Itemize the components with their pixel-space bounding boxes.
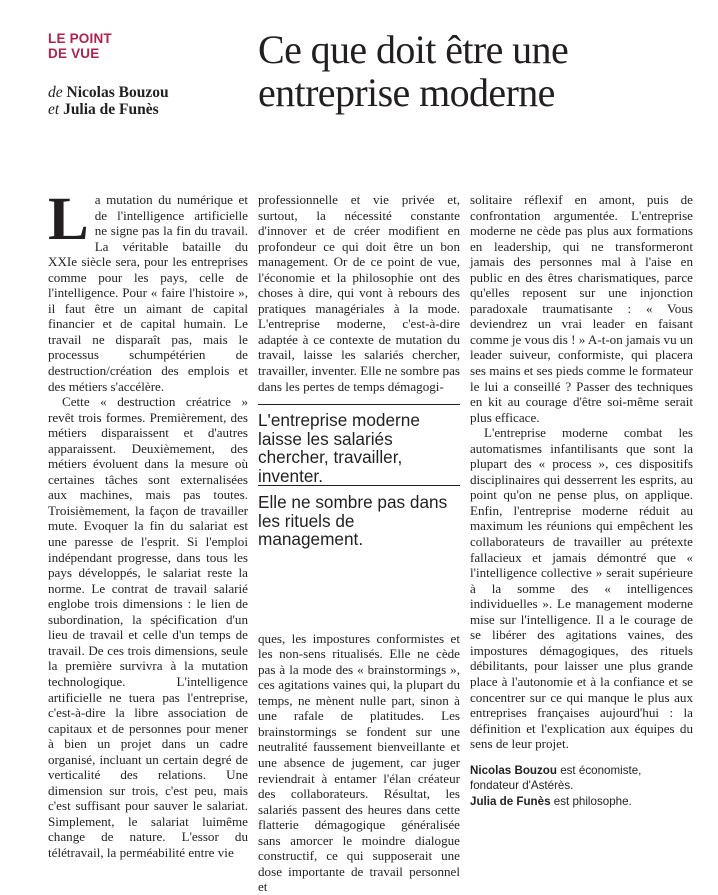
headline-line-1: Ce que doit être une	[258, 27, 569, 72]
paragraph: Cette « destruction créatrice » revêt trois formes. Premièrement, des métiers disparaissent et d'autres apparaissent. Deuxièmement, des métiers évoluent dans la mesure où certaines tâches sont externalisées aux machines, mais pas toutes. Troisièmement, la façon de travailler mute. Evoquer la fin du salariat est une paresse de l'esprit. Si l'emploi indépendant progresse, dans tous les pays développés, le salariat reste la norme. Le contrat de travail salarié englobe trois dimensions : le lien de subordination, la spécification d'un lieu de travail et celle d'un temps de travail. De ces trois dimensions, seule la première survivra à la mutation technologique. L'intelligence artificielle ne tuera pas l'entreprise, c'est-à-dire la libre association de capitaux et de personnes pour mener à bien un projet dans un cadre organisé, incluant un certain degré de verticalité des relations. Une dimension sur trois, c'est peu, mais c'est suffisant pour sauver le salariat. Simplement, le salariat luimême change de nature. L'essor du télétravail, la perméabilité entre vie	[48, 394, 248, 860]
pull-quote-box	[258, 404, 460, 549]
drop-cap: L	[48, 186, 89, 253]
paragraph: L'entreprise moderne combat les automatismes infantilisants que sont la plupart des « process », ces dispositifs disciplinaires qui desserrent les esprits, au point qu'on ne pense plus, on applique. Enfin, l'entreprise moderne réduit au maximum les réunions qui empêchent les collaborateurs de travailler au prétexte fallacieux et jamais démontré que « l'intelligence collective » serait supérieure à la somme des « intelligences individuelles ». Le management moderne mise sur l'intelligence. Il a le courage de se libérer des agitations vaines, des impostures démagogiques, des rituels débilitants, pour laisser une plus grande place à l'autonomie et à la confiance et se concentrer sur ce qui manque le plus aux entreprises françaises aujourd'hui : la définition et l'explication aux équipes du sens de leur projet.	[470, 425, 693, 752]
byline-author-1: Nicolas Bouzou	[66, 84, 169, 101]
rubric-line-1: LE POINT	[48, 31, 112, 46]
paragraph: ques, les impostures conformistes et les non-sens ritualisés. Elle ne cède pas à la mode des « brainstormings », ces agitations vaines qui, la plupart du temps, ne mènent nulle part, sinon à une rafale de platitudes. Les brainstormings se fondent sur une neutralité faussement bienveillante et une absence de jugement, car juger reviendrait à entamer l'élan créateur des collaborateurs. Résultat, les salariés passent des heures dans cette flatterie démagogique généralisée sans amorcer le moindre dialogue constructif, ce qui supposerait une dose importante de travail personnel et	[258, 630, 460, 895]
paragraph: solitaire réflexif en amont, puis de confrontation argumentée. L'entreprise moderne ne cède pas plus aux formations en leadership, qui ne transformeront jamais des personnes mal à l'aise en public en des êtres charismatiques, parce qu'elles reposent sur une injonction paradoxale traumatisante : « Vous deviendrez un vrai leader en faisant comme je vous dis ! » A-t-on jamais vu un leader suiveur, conformiste, qui placera ses mains et ses pieds comme le formateur le lui a conseillé ? Passer des techniques en kit au courage d'être soi-même serait plus efficace.	[470, 192, 693, 425]
article-column-3	[470, 192, 693, 809]
pull-quote-2: Elle ne sombre pas dans les rituels de management.	[258, 485, 460, 549]
pull-quote-1: L'entreprise moderne laisse les salariés chercher, travailler, inventer.	[258, 410, 420, 486]
bio-desc-1: est économiste, fondateur d'Astérès.	[470, 763, 642, 793]
article-column-1	[48, 186, 248, 861]
article-column-2	[258, 192, 460, 895]
bio-name-2: Julia de Funès	[470, 794, 551, 808]
bio-name-1: Nicolas Bouzou	[470, 763, 557, 777]
column-gap	[258, 557, 460, 631]
byline-et: et	[48, 101, 60, 118]
paragraph: professionnelle et vie privée et, surtout, la nécessité constante d'innover et de créer modifient en profondeur ce qui doit être un bon management. Or de ce point de vue, l'économie et la philosophie ont des choses à dire, qui vont à rebours des pratiques managériales à la mode. L'entreprise moderne, c'est-à-dire adaptée à ce contexte de mutation du travail, laisse les salariés chercher, travailler, inventer. Elle ne sombre pas dans les pertes de temps démagogi-	[258, 192, 460, 394]
byline-de: de	[48, 84, 63, 101]
paragraph: a mutation du numérique et de l'intelligence artificielle ne signe pas la fin du travail. La véritable bataille du XXIe siècle sera, pour les entreprises comme pour les pays, celle de l'intelligence. Pour « faire l'histoire », il faut être un aimant de capital financier et de capital humain. Le travail ne disparaît pas, mais le processus schumpétérien de destruction/création des emplois et des métiers s'accélère.	[48, 192, 248, 394]
rubric-line-2: DE VUE	[48, 46, 100, 61]
rubric-label	[48, 31, 112, 61]
headline-line-2: entreprise moderne	[258, 70, 555, 115]
bio-desc-2: est philosophe.	[550, 794, 632, 808]
headline	[258, 28, 698, 114]
author-bio	[470, 763, 693, 810]
byline-author-2: Julia de Funès	[63, 101, 159, 118]
byline	[48, 84, 169, 118]
